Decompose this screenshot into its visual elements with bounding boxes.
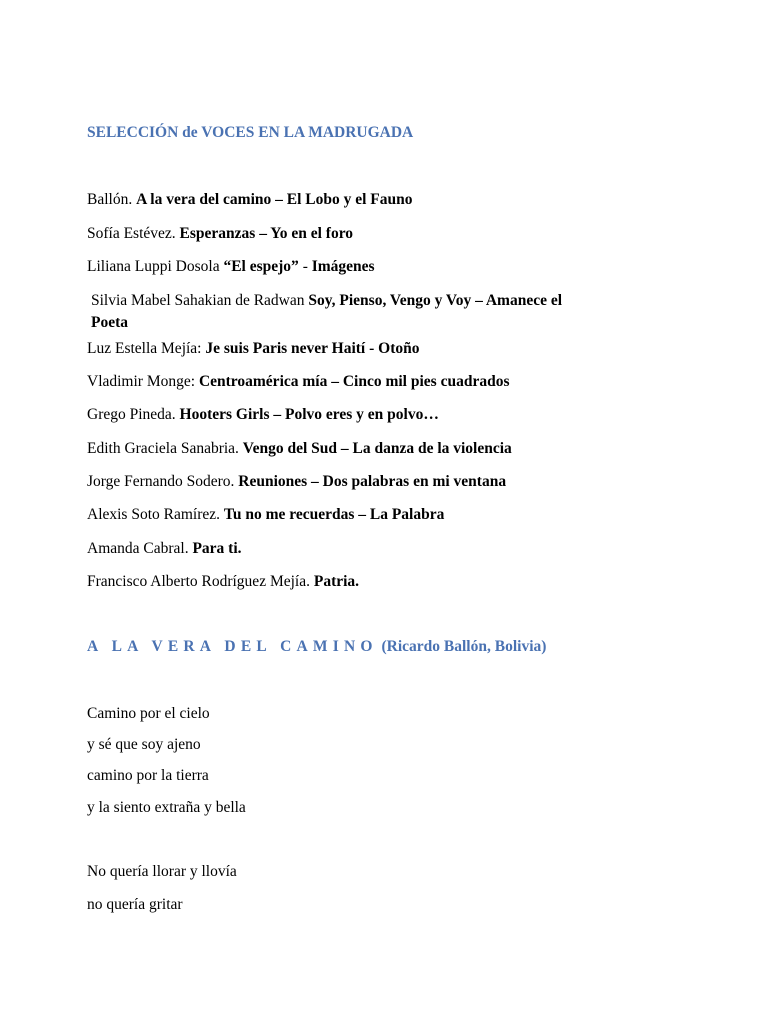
verse-line: y sé que soy ajeno bbox=[87, 736, 201, 753]
verse-line: y la siento extraña y bella bbox=[87, 799, 246, 816]
index-entry bbox=[87, 438, 512, 459]
entry-works: Para ti. bbox=[192, 540, 242, 557]
entry-author: Alexis Soto Ramírez. bbox=[87, 506, 224, 523]
entry-author: Francisco Alberto Rodríguez Mejía. bbox=[87, 573, 314, 590]
entry-works: A la vera del camino – El Lobo y el Fauno bbox=[136, 191, 413, 208]
entry-author: Ballón. bbox=[87, 191, 137, 208]
entry-works: Tu no me recuerdas – La Palabra bbox=[223, 506, 445, 523]
index-entry bbox=[87, 338, 420, 359]
index-entry bbox=[87, 571, 359, 592]
index-entry bbox=[87, 371, 509, 392]
poem-title bbox=[87, 638, 546, 656]
entry-works: Vengo del Sud – La danza de la violencia bbox=[242, 440, 512, 457]
entry-author: Sofía Estévez. bbox=[87, 225, 180, 242]
entry-author: Amanda Cabral. bbox=[87, 540, 193, 557]
entry-works: Imágenes bbox=[311, 258, 375, 275]
index-entry bbox=[87, 538, 242, 559]
verse-line: Camino por el cielo bbox=[87, 705, 210, 722]
entry-works: Poeta bbox=[91, 314, 129, 331]
index-entry-continuation bbox=[91, 312, 128, 333]
entry-works: “El espejo” bbox=[223, 258, 299, 275]
entry-author: Edith Graciela Sanabria. bbox=[87, 440, 243, 457]
index-entry bbox=[87, 471, 506, 492]
entry-works: Centroamérica mía – Cinco mil pies cuadrados bbox=[198, 373, 510, 390]
verse-line: No quería llorar y llovía bbox=[87, 863, 237, 880]
verse-line: camino por la tierra bbox=[87, 767, 209, 784]
entry-author: Luz Estella Mejía: bbox=[87, 340, 206, 357]
verse-line: no quería gritar bbox=[87, 896, 183, 913]
entry-works: Esperanzas – Yo en el foro bbox=[179, 225, 354, 242]
index-entry bbox=[91, 290, 562, 311]
entry-works: Reuniones – Dos palabras en mi ventana bbox=[238, 473, 507, 490]
entry-works: Soy, Pienso, Vengo y Voy – Amanece el bbox=[308, 292, 563, 309]
entry-author: Silvia Mabel Sahakian de Radwan bbox=[91, 292, 309, 309]
index-entry bbox=[87, 189, 413, 210]
entry-works: Patria. bbox=[313, 573, 360, 590]
index-entry bbox=[87, 223, 353, 244]
entry-works: Je suis Paris never Haití - Otoño bbox=[205, 340, 420, 357]
entry-author: Vladimir Monge: bbox=[87, 373, 199, 390]
poem-title-text: A LA VERA DEL CAMINO bbox=[87, 638, 378, 655]
index-entry bbox=[87, 256, 375, 277]
index-entry bbox=[87, 504, 444, 525]
entry-author: Liliana Luppi Dosola bbox=[87, 258, 224, 275]
collection-title: SELECCIÓN de VOCES EN LA MADRUGADA bbox=[87, 124, 414, 141]
poem-attribution: (Ricardo Ballón, Bolivia) bbox=[381, 638, 547, 655]
entry-author: Jorge Fernando Sodero. bbox=[87, 473, 239, 490]
entry-author: Grego Pineda. bbox=[87, 406, 180, 423]
entry-works: Hooters Girls – Polvo eres y en polvo… bbox=[179, 406, 439, 423]
entry-separator: - bbox=[298, 258, 312, 275]
index-entry bbox=[87, 404, 439, 425]
